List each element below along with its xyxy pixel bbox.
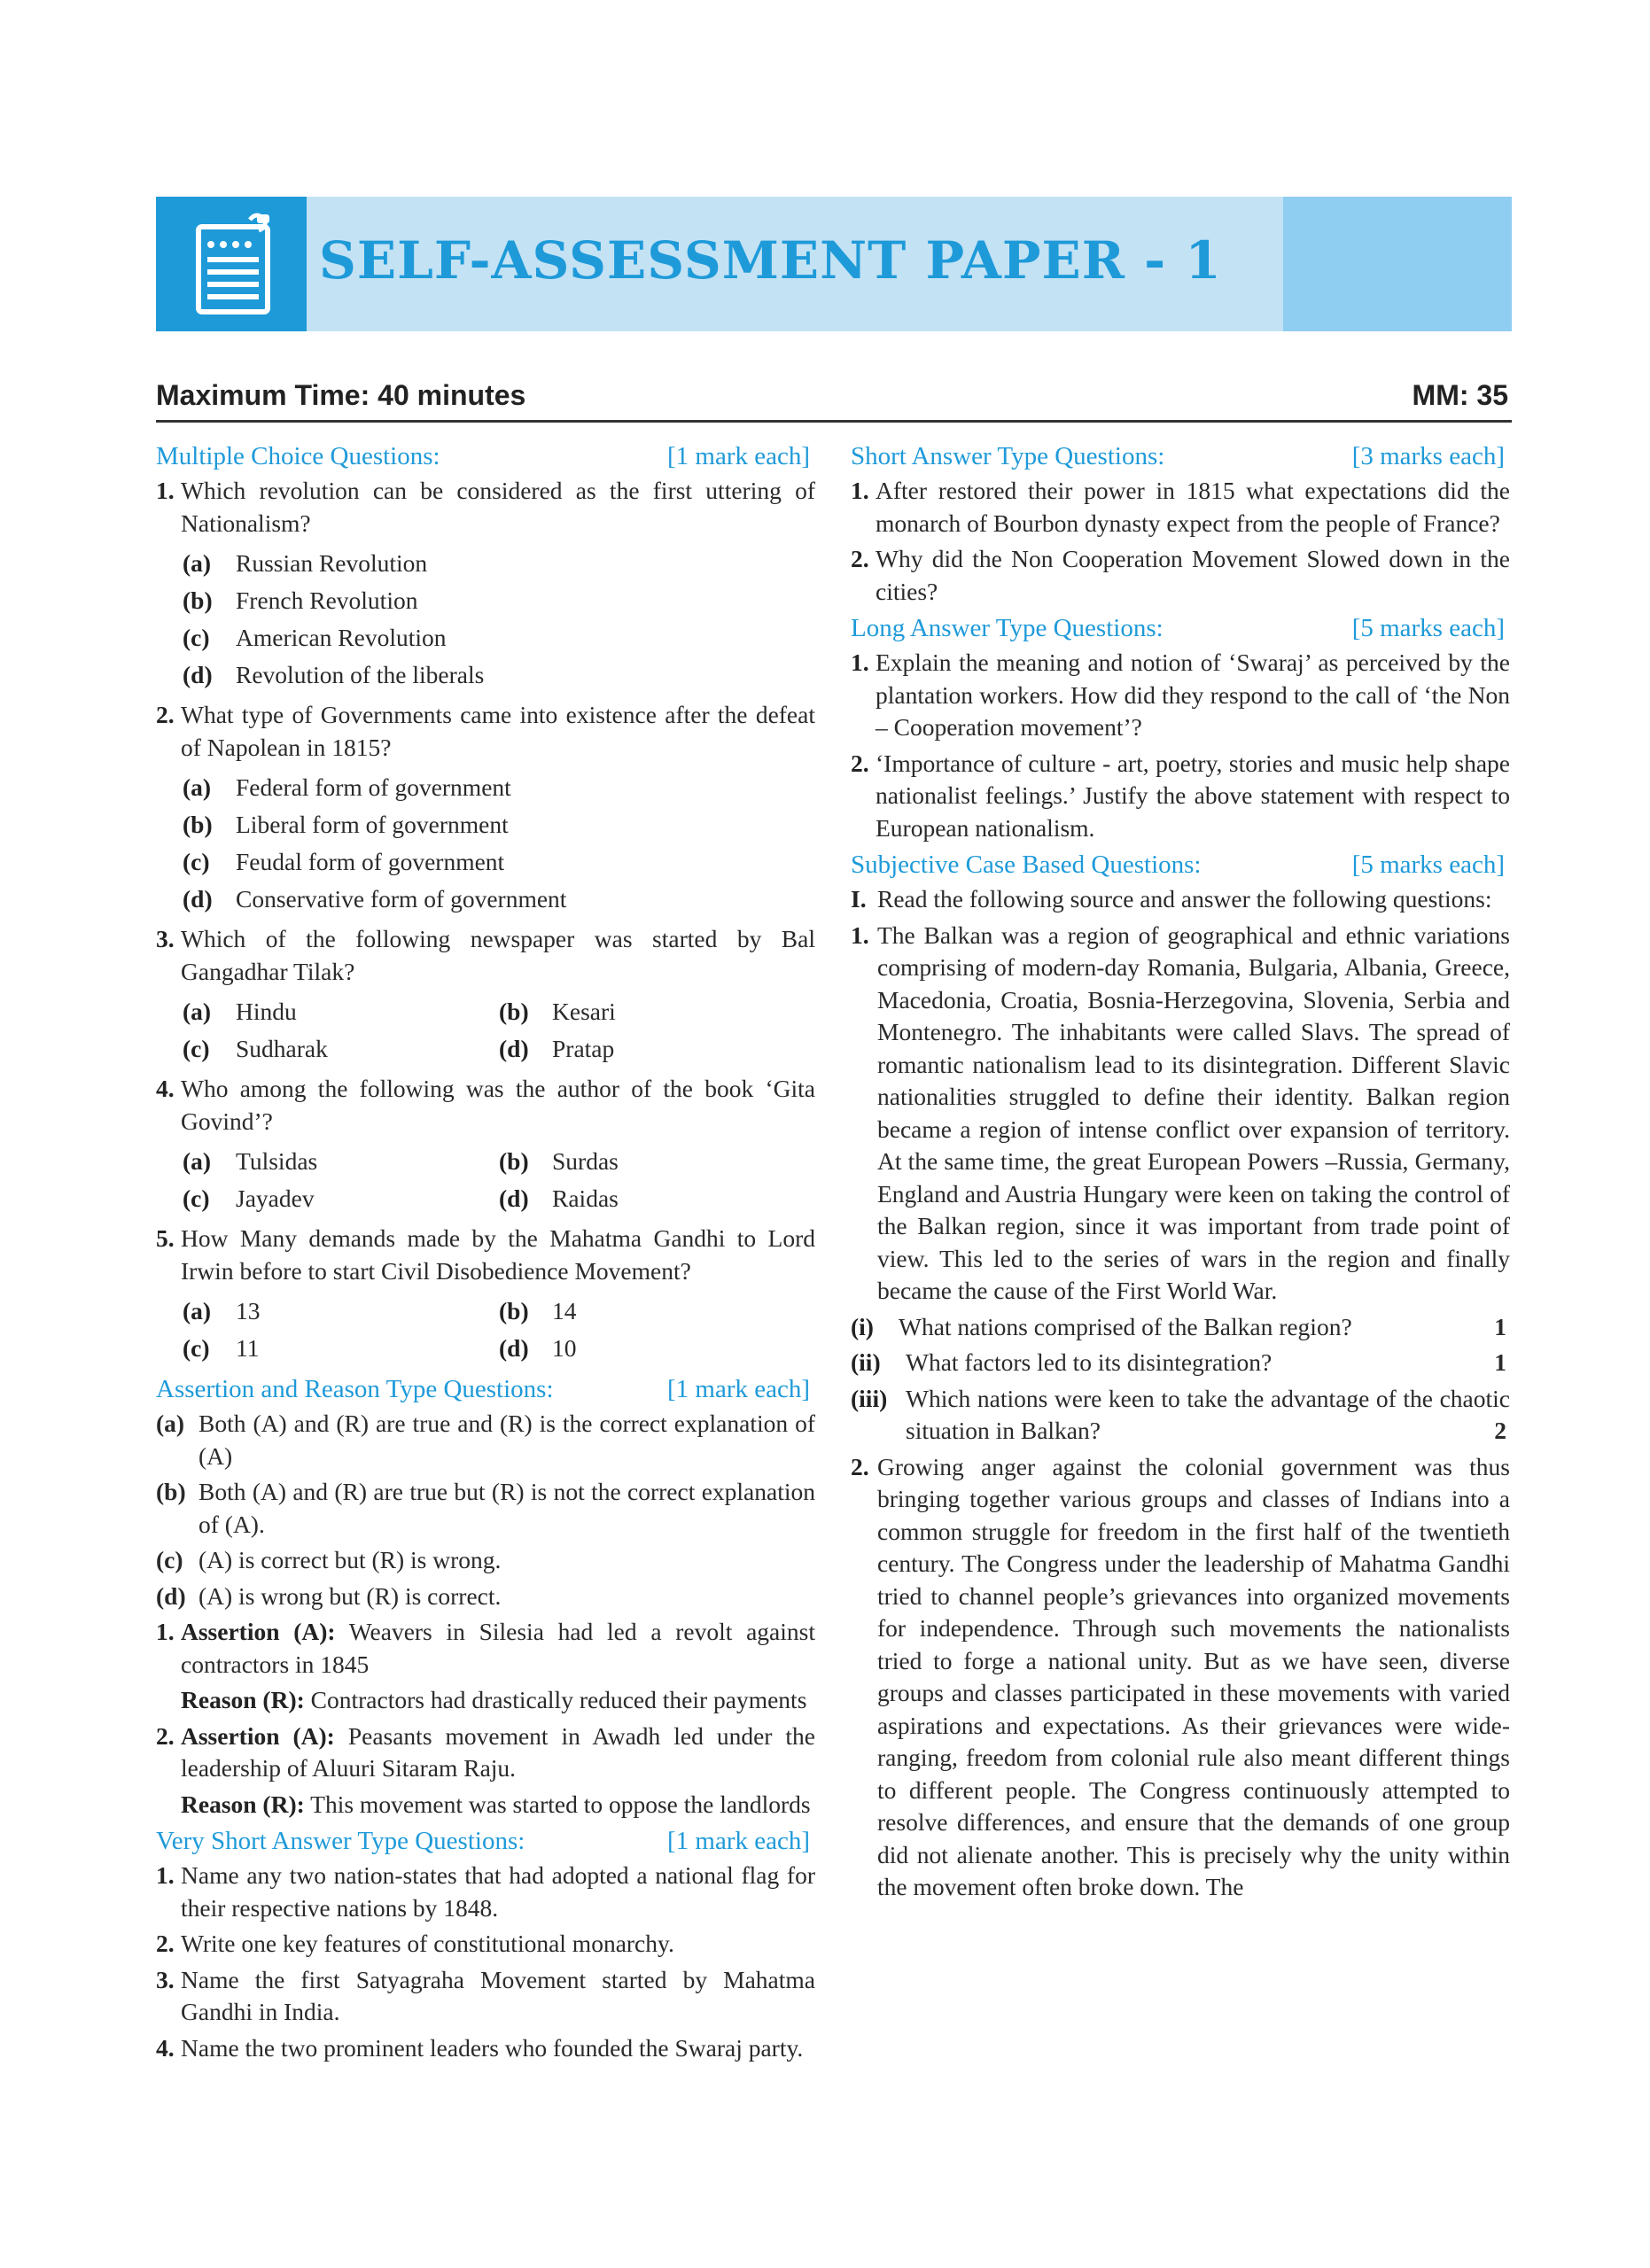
option: (b) French Revolution xyxy=(183,586,418,614)
section-heading-very-short: Very Short Answer Type Questions: [1 mark each] xyxy=(156,1827,810,1855)
case-intro: I. Read the following source and answer the following questions: xyxy=(851,885,1492,913)
section-heading-assertion: Assertion and Reason Type Questions: [1 mark each] xyxy=(156,1375,810,1403)
assertion-question: 1. Assertion (A): Weavers in Silesia had led a revolt against contractors in 1845 xyxy=(156,1618,815,1678)
option: (c) Feudal form of government xyxy=(183,847,505,875)
option: (a) Federal form of government xyxy=(183,773,511,801)
reason-statement: Reason (R): Contractors had drastically reduced their payments xyxy=(181,1686,807,1713)
section-heading-mcq: Multiple Choice Questions: [1 mark each] xyxy=(156,442,810,470)
right-column xyxy=(851,439,1510,1907)
long-question: 2. ‘Importance of culture - art, poetry, stories and music help shape nationalist feelings.’ Justify the above statement with respect to European nationalism. xyxy=(851,749,1510,842)
option: (c) 11 xyxy=(183,1333,260,1362)
header-banner xyxy=(156,197,1512,331)
option: (b) 14 xyxy=(499,1296,577,1324)
mcq-question: 5. How Many demands made by the Mahatma Gandhi to Lord Irwin before to start Civil Disobedience Movement? xyxy=(156,1224,815,1285)
very-short-question: 3. Name the first Satyagraha Movement started by Mahatma Gandhi in India. xyxy=(156,1965,815,2025)
option: (c) Jayadev xyxy=(183,1184,315,1212)
option: (a) Hindu xyxy=(183,997,297,1025)
ar-option: (c) (A) is correct but (R) is wrong. xyxy=(156,1546,502,1573)
short-question: 2. Why did the Non Cooperation Movement Slowed down in the cities? xyxy=(851,545,1510,605)
worksheet-icon xyxy=(156,197,307,331)
long-question: 1. Explain the meaning and notion of ‘Swaraj’ as perceived by the plantation workers. How did they respond to the call of ‘the Non – Cooperation movement’? xyxy=(851,649,1510,741)
option: (d) Revolution of the liberals xyxy=(183,660,485,688)
option: (b) Surdas xyxy=(499,1146,619,1175)
case-subquestion: (i) What nations comprised of the Balkan region? 1 xyxy=(851,1312,1506,1340)
section-heading-long: Long Answer Type Questions: [5 marks each] xyxy=(851,614,1505,642)
mcq-question: 4. Who among the following was the author of the book ‘Gita Govind’? xyxy=(156,1075,815,1135)
case-passage: 1. The Balkan was a region of geographical and ethnic variations comprising of modern-day Romania, Bulgaria, Albania, Greece, Macedonia, Croatia, Bosnia-Herzegovina, Slovenia, Serbia and Montenegro. The inhabitants were called Slavs. The spread of romantic nationalism lead to its disintegration. Different Slavic nationalities struggled to define their identity. Balkan region became a region of intense conflict over expansion of territory. At the same time, the great European Powers –Russia, Germany, England and Austria Hungary were keen on taking the control of the Balkan region, since it was important from trade point of view. This led to the series of wars in the region and finally became the cause of the First World War. xyxy=(851,920,1510,1304)
divider xyxy=(156,420,1512,423)
ar-option: (a) Both (A) and (R) are true and (R) is the correct explanation of (A) xyxy=(156,1410,815,1470)
mcq-options xyxy=(156,993,815,1068)
option: (c) American Revolution xyxy=(183,623,447,651)
mcq-options xyxy=(156,1293,815,1367)
max-marks: MM: 35 xyxy=(1412,379,1508,411)
option: (d) Pratap xyxy=(499,1034,615,1062)
paper-meta xyxy=(156,379,1512,412)
section-heading-case: Subjective Case Based Questions: [5 marks each] xyxy=(851,850,1505,879)
very-short-question: 1. Name any two nation-states that had adopted a national flag for their respective nations by 1848. xyxy=(156,1861,815,1922)
short-question: 1. After restored their power in 1815 what expectations did the monarch of Bourbon dynasty expect from the people of France? xyxy=(851,477,1510,537)
option: (b) Liberal form of government xyxy=(183,810,509,838)
mcq-options xyxy=(156,545,815,694)
reason-statement: Reason (R): This movement was started to oppose the landlords xyxy=(181,1790,811,1818)
option: (a) 13 xyxy=(183,1296,261,1324)
max-time: Maximum Time: 40 minutes xyxy=(156,379,526,411)
banner-accent xyxy=(1283,197,1512,331)
mcq-options xyxy=(156,1143,815,1217)
section-heading-short: Short Answer Type Questions: [3 marks each] xyxy=(851,442,1505,470)
mcq-question: 1. Which revolution can be considered as the first uttering of Nationalism? xyxy=(156,477,815,537)
mcq-question: 3. Which of the following newspaper was started by Bal Gangadhar Tilak? xyxy=(156,925,815,985)
mcq-question: 2. What type of Governments came into existence after the defeat of Napolean in 1815? xyxy=(156,701,815,761)
very-short-question: 2. Write one key features of constitutional monarchy. xyxy=(156,1930,674,1957)
mcq-options xyxy=(156,769,815,918)
ar-option: (d) (A) is wrong but (R) is correct. xyxy=(156,1581,502,1610)
very-short-question: 4. Name the two prominent leaders who founded the Swaraj party. xyxy=(156,2033,804,2062)
option: (a) Tulsidas xyxy=(183,1146,318,1175)
assertion-question: 2. Assertion (A): Peasants movement in Awadh led under the leadership of Aluuri Sitaram Raju. xyxy=(156,1721,816,1782)
option: (d) Raidas xyxy=(499,1184,619,1212)
option: (d) 10 xyxy=(499,1333,577,1362)
page-title: SELF-ASSESSMENT PAPER - 1 xyxy=(319,230,1222,291)
case-subquestion: (iii) Which nations were keen to take the advantage of the chaotic situation in Balkan? 2 xyxy=(851,1384,1510,1444)
case-subquestion: (ii) What factors led to its disintegration? 1 xyxy=(851,1348,1506,1376)
option: (d) Conservative form of government xyxy=(183,884,567,913)
option: (c) Sudharak xyxy=(183,1034,328,1062)
ar-option: (b) Both (A) and (R) are true but (R) is not the correct explanation of (A). xyxy=(156,1478,815,1538)
left-column xyxy=(156,439,815,2068)
case-passage: 2. Growing anger against the colonial government was thus bringing together various groups and classes of Indians into a common struggle for freedom in the first half of the twentieth century. The Congress under the leadership of Mahatma Gandhi tried to channel people’s grievances into organized movements for independence. Through such movements the nationalists tried to forge a national unity. But as we have seen, diverse groups and classes participated in these movements with varied aspirations and expectations. As their grievances were wide-ranging, freedom from colonial rule also meant different things to different people. The Congress continuously attempted to resolve differences, and ensure that the demands of one group did not alienate another. This is precisely why the unity within the movement often broke down. The xyxy=(851,1452,1510,1900)
option: (b) Kesari xyxy=(499,997,616,1025)
option: (a) Russian Revolution xyxy=(183,548,428,577)
